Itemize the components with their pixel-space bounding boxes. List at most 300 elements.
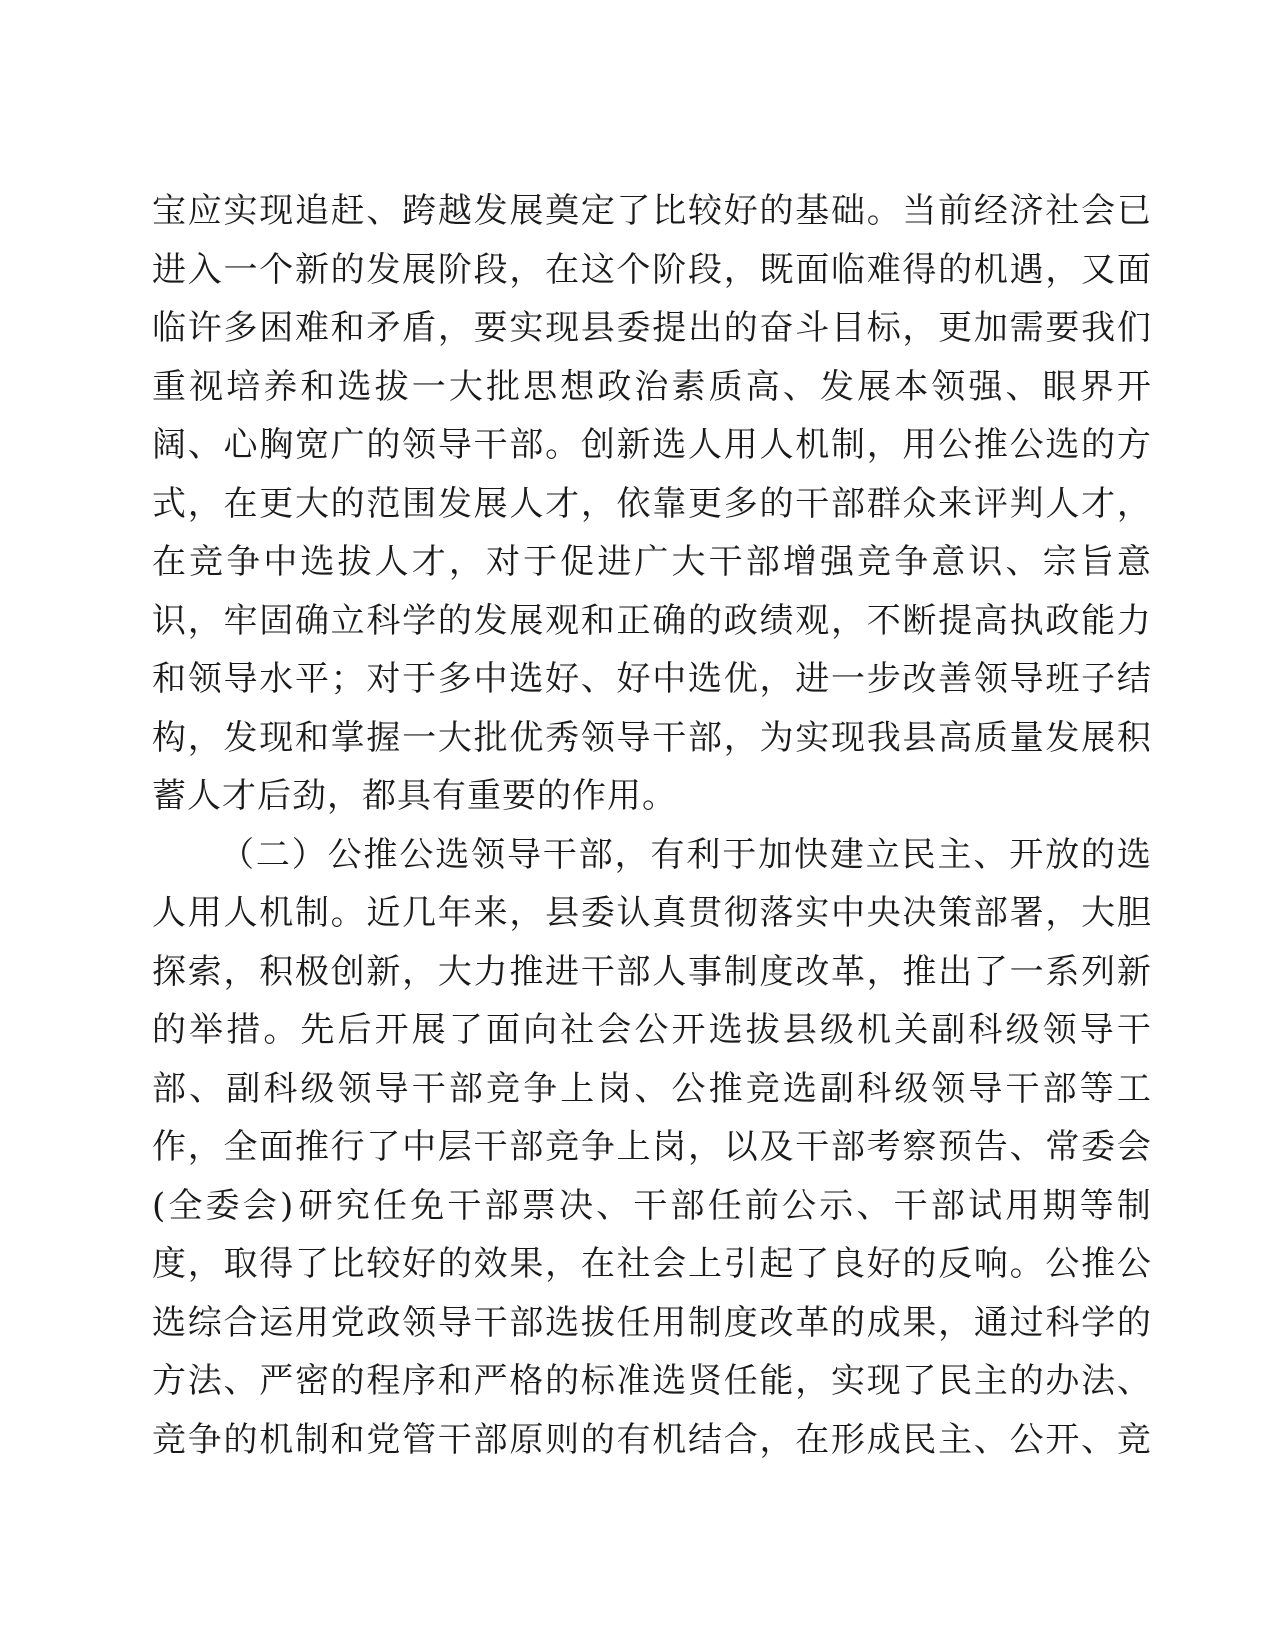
text-char: 经	[973, 191, 1009, 231]
text-char: 快	[794, 834, 829, 875]
text-char: 不	[866, 600, 902, 641]
text-char: 推	[509, 951, 545, 992]
text-char: 了	[294, 1244, 330, 1284]
text-char: 了	[902, 1361, 938, 1401]
text-char: 干	[1005, 1068, 1041, 1109]
text-char: 争	[523, 1068, 559, 1109]
text-char: 质	[708, 366, 744, 407]
text-char: 展	[509, 600, 545, 641]
text-char: 认	[616, 893, 652, 933]
text-char: 干	[473, 425, 509, 465]
text-char: 绩	[759, 600, 795, 641]
text-char: 得	[259, 1244, 295, 1284]
text-char: 实	[509, 308, 545, 348]
text-char: 争	[894, 542, 930, 582]
text-char: 的	[223, 1419, 259, 1460]
text-char: 。	[330, 893, 366, 933]
text-char: 入	[187, 249, 223, 290]
text-char: 好	[866, 1244, 902, 1284]
text-char: 进	[795, 659, 831, 699]
text-char: 临	[152, 308, 187, 348]
text-char: 竞	[745, 1068, 781, 1109]
text-char: 开	[671, 1010, 707, 1050]
text-char: 用	[902, 425, 938, 465]
text-char: 加	[758, 834, 794, 875]
text-char: 领	[187, 659, 223, 699]
text-char: 公	[1009, 425, 1045, 465]
text-char: 定	[580, 191, 616, 231]
text-char: 大	[1081, 893, 1117, 933]
text-line	[152, 650, 1152, 709]
text-char: 积	[259, 951, 295, 992]
text-char: 高	[973, 600, 1009, 641]
text-char: 治	[634, 366, 670, 407]
text-char: 结	[688, 1419, 724, 1460]
text-char: 中	[402, 1127, 438, 1167]
text-char: 重	[152, 366, 187, 407]
text-char: 选	[652, 1361, 688, 1401]
text-char: 贤	[688, 1361, 724, 1401]
text-char: 和	[330, 1419, 366, 1460]
text-char: 、	[1081, 1419, 1117, 1460]
text-line	[152, 533, 1152, 592]
text-char: 平	[294, 659, 330, 699]
text-char: 增	[782, 542, 818, 582]
text-char: 想	[560, 366, 596, 407]
text-char: 落	[759, 893, 795, 933]
text-char: 公	[671, 1068, 707, 1109]
text-char: 步	[866, 659, 902, 699]
text-char: 成	[866, 1302, 902, 1343]
text-char: 于	[722, 834, 758, 875]
text-char: 推	[363, 834, 399, 875]
text-char: 中	[473, 659, 509, 699]
text-char: 得	[902, 249, 938, 290]
text-char: 断	[902, 600, 938, 641]
text-char: 识	[152, 600, 187, 641]
text-char: 程	[366, 1361, 402, 1401]
text-char: 年	[437, 893, 473, 933]
text-char: 前	[938, 191, 974, 231]
text-char: 和	[437, 1361, 473, 1401]
text-char: 部	[152, 1068, 187, 1109]
text-char: 上	[616, 1127, 652, 1167]
text-char: 正	[616, 600, 652, 641]
text-char: 构	[152, 717, 187, 758]
text-char: 果	[509, 1244, 545, 1284]
text-char: 导	[507, 834, 542, 875]
text-char: 、	[782, 366, 818, 407]
text-char: 段	[688, 249, 724, 290]
text-char: 一	[1009, 951, 1045, 992]
text-char: 式	[152, 483, 187, 524]
text-char: 行	[330, 1127, 366, 1167]
text-char: 部	[509, 425, 545, 465]
text-char: 人	[152, 893, 187, 933]
text-char: 新	[1116, 951, 1152, 992]
text-char: 人	[509, 483, 545, 524]
text-char: 斗	[795, 308, 831, 348]
text-char: 的	[938, 249, 974, 290]
text-char: 部	[973, 893, 1009, 933]
text-char: 领	[931, 366, 967, 407]
text-char: 和	[300, 366, 336, 407]
text-char: 批	[473, 717, 509, 758]
text-char: 我	[1081, 308, 1117, 348]
text-char: 度	[723, 1302, 759, 1343]
text-char: ，	[187, 717, 223, 758]
text-char: 竞	[152, 1419, 187, 1460]
text-char: 公	[1009, 1419, 1045, 1460]
text-char: 来	[473, 893, 509, 933]
text-char: 才	[545, 483, 581, 524]
text-char: 奠	[545, 191, 581, 231]
text-char: 干	[580, 951, 616, 992]
text-char: 改	[902, 659, 938, 699]
text-char: 展	[509, 191, 545, 231]
text-char: 机	[795, 425, 831, 465]
text-char: 告	[973, 1127, 1009, 1167]
text-char: 政	[1045, 600, 1081, 641]
text-char: ，	[509, 249, 545, 290]
text-char: 选	[1045, 425, 1081, 465]
text-char: 选	[652, 425, 688, 465]
text-char: 在	[152, 542, 187, 582]
text-char: 奋	[759, 308, 795, 348]
text-char: 部	[578, 834, 614, 875]
text-char: 党	[366, 1419, 402, 1460]
text-line	[152, 358, 1152, 417]
text-char: 索	[187, 951, 223, 992]
text-char: ，	[545, 1244, 581, 1284]
text-char: ，	[614, 834, 650, 875]
text-char: 发	[473, 600, 509, 641]
text-char: ；	[330, 659, 366, 699]
text-char: 部	[670, 1185, 706, 1226]
text-char: 优	[509, 717, 545, 758]
text-char: 提	[938, 600, 974, 641]
text-char: 公	[1045, 1244, 1081, 1284]
text-char: 的	[580, 1419, 616, 1460]
text-char: ，	[723, 249, 759, 290]
text-char: 究	[335, 1185, 371, 1226]
text-char: 面	[259, 1127, 295, 1167]
text-line	[152, 943, 1152, 1002]
text-char: 学	[1081, 1302, 1117, 1343]
text-char: 宗	[1042, 542, 1078, 582]
text-char: 竞	[857, 542, 893, 582]
text-char: 面	[1116, 249, 1152, 290]
text-char: 岗	[652, 1127, 688, 1167]
text-char: 等	[1079, 1068, 1115, 1109]
text-char: 较	[366, 1244, 402, 1284]
text-char: 干	[473, 1302, 509, 1343]
text-line	[152, 299, 1152, 358]
text-char: 了	[366, 1127, 402, 1167]
text-char: 才	[1081, 483, 1117, 524]
text-char: 现	[259, 191, 295, 231]
text-char: 的	[152, 1010, 187, 1050]
text-char: 和	[152, 659, 187, 699]
text-char: 则	[545, 1419, 581, 1460]
text-char: 固	[259, 600, 295, 641]
text-char: 以	[723, 1127, 759, 1167]
text-char: 困	[259, 308, 295, 348]
text-char: 全	[168, 1185, 204, 1226]
text-char: 于	[402, 659, 438, 699]
text-char: 主	[937, 834, 973, 875]
text-char: 委	[580, 893, 616, 933]
text-char: 、	[366, 191, 402, 231]
text-char: 高	[938, 717, 974, 758]
text-char: 这	[580, 249, 616, 290]
text-char: 委	[1081, 1127, 1117, 1167]
text-char: 任	[707, 1185, 743, 1226]
text-char: ，	[723, 717, 759, 758]
text-char: 创	[330, 951, 366, 992]
text-char: 观	[545, 600, 581, 641]
text-char: 部	[509, 1127, 545, 1167]
text-char: 部	[830, 483, 866, 524]
text-char: 度	[152, 1244, 187, 1284]
text-char: 、	[223, 1361, 259, 1401]
text-char: 选	[1116, 834, 1152, 875]
text-char: 发	[1045, 717, 1081, 758]
text-char: 优	[723, 659, 759, 699]
text-char: 胆	[1116, 893, 1152, 933]
text-char: 社	[560, 1010, 596, 1050]
text-char: 为	[759, 717, 795, 758]
text-char: 、	[596, 1185, 632, 1226]
text-char: 近	[366, 893, 402, 933]
text-char: 科	[263, 1068, 299, 1109]
text-char: 探	[152, 951, 187, 992]
text-char: 、	[634, 1068, 670, 1109]
text-char: 制	[723, 951, 759, 992]
text-char: ，	[688, 1127, 724, 1167]
text-char: 班	[1045, 659, 1081, 699]
text-char: 干	[708, 542, 744, 582]
text-char: 级	[1005, 1010, 1041, 1050]
text-char: 常	[1045, 1127, 1081, 1167]
text-char: 度	[759, 951, 795, 992]
text-char: 科	[366, 600, 402, 641]
text-char: 眼	[1042, 366, 1078, 407]
text-char: 民	[938, 1361, 974, 1401]
text-char: 中	[652, 659, 688, 699]
text-char: 干	[447, 1185, 483, 1226]
text-char: 几	[402, 893, 438, 933]
text-char: 。	[1009, 1244, 1045, 1284]
text-char: 导	[1009, 659, 1045, 699]
text-char: 发	[366, 249, 402, 290]
text-line	[152, 182, 1152, 241]
text-char: 委	[616, 308, 652, 348]
text-char: 、	[1009, 1127, 1045, 1167]
text-char: 过	[1009, 1302, 1045, 1343]
text-char: 人	[759, 425, 795, 465]
text-char: 牢	[223, 600, 259, 641]
text-char: 干	[1116, 1010, 1152, 1050]
text-char: 学	[402, 600, 438, 641]
text-char: 的	[330, 483, 366, 524]
text-char: 决	[902, 893, 938, 933]
text-char: 导	[374, 1068, 410, 1109]
text-char: 领	[337, 1068, 373, 1109]
text-char: 的	[902, 1244, 938, 1284]
text-char: 争	[226, 542, 262, 582]
text-char: 选	[337, 366, 373, 407]
text-char: 拔	[745, 1010, 781, 1050]
text-char: 竞	[1116, 1419, 1152, 1460]
text-char: 部	[473, 1419, 509, 1460]
text-line	[152, 1294, 1152, 1353]
text-char: 掌	[330, 717, 366, 758]
text-char: 革	[795, 1302, 831, 1343]
text-char: 进	[597, 542, 633, 582]
text-char: 领	[402, 425, 438, 465]
text-char: 个	[616, 249, 652, 290]
text-char: 提	[652, 308, 688, 348]
text-char: 大	[437, 717, 473, 758]
text-char: 力	[473, 951, 509, 992]
text-char: 民	[902, 1419, 938, 1460]
text-char: 公	[1116, 1244, 1152, 1284]
text-char: 好	[723, 191, 759, 231]
text-char: 导	[968, 1068, 1004, 1109]
text-char: 识	[968, 542, 1004, 582]
text-char: 才	[411, 542, 447, 582]
text-char: 干	[893, 1185, 929, 1226]
text-char: 有	[650, 834, 686, 875]
text-char: 执	[1009, 600, 1045, 641]
text-char: 好	[402, 1244, 438, 1284]
text-char: 法	[187, 1361, 223, 1401]
text-char: 大	[448, 366, 484, 407]
text-char: 和	[580, 600, 616, 641]
text-char: 展	[1081, 717, 1117, 758]
text-char: 部	[448, 1068, 484, 1109]
text-char: 对	[485, 542, 521, 582]
text-char: 握	[366, 717, 402, 758]
text-char: 实	[795, 717, 831, 758]
text-char: ，	[187, 1127, 223, 1167]
text-char: 办	[1045, 1361, 1081, 1401]
text-char: 合	[223, 1302, 259, 1343]
text-char: 进	[152, 249, 187, 290]
text-char: 拔	[337, 542, 373, 582]
text-char: 难	[866, 249, 902, 290]
text-char: 会	[242, 1185, 278, 1226]
text-char: 部	[930, 1185, 966, 1226]
text-char: 部	[688, 717, 724, 758]
text-char: 竞	[189, 542, 225, 582]
text-char: 比	[652, 191, 688, 231]
text-char: 副	[819, 1068, 855, 1109]
text-char: 、	[973, 834, 1009, 875]
text-char: 部	[616, 951, 652, 992]
text-char: 界	[1079, 366, 1115, 407]
text-char: 县	[782, 1010, 818, 1050]
text-char: 旨	[1079, 542, 1115, 582]
text-line	[152, 1352, 1152, 1411]
text-char: 事	[688, 951, 724, 992]
text-char: 视	[189, 366, 225, 407]
text-char: 多	[437, 659, 473, 699]
text-char: 反	[938, 1244, 974, 1284]
text-char: 意	[1116, 542, 1152, 582]
text-char: 大	[671, 542, 707, 582]
text-char: 标	[580, 1361, 616, 1401]
text-line	[152, 241, 1152, 300]
text-char: 决	[558, 1185, 594, 1226]
text-char: 跨	[402, 191, 438, 231]
text-char: 们	[1116, 308, 1152, 348]
text-char: 会	[1081, 191, 1117, 231]
text-char: 干	[633, 1185, 669, 1226]
text-char: 了	[616, 191, 652, 231]
text-char: 央	[866, 893, 902, 933]
text-char: 积	[1116, 717, 1152, 758]
text-char: 批	[485, 366, 521, 407]
text-char: 发	[223, 717, 259, 758]
text-char: 机	[259, 893, 295, 933]
text-char: 及	[759, 1127, 795, 1167]
text-char: 上	[688, 1244, 724, 1284]
text-char: 真	[652, 893, 688, 933]
text-char: 的	[759, 191, 795, 231]
text-char: 干	[411, 1068, 447, 1109]
text-char: 会	[597, 1010, 633, 1050]
text-char: 实	[223, 191, 259, 231]
text-char: 基	[795, 191, 831, 231]
text-char: 选	[782, 1068, 818, 1109]
text-char: 干	[473, 1127, 509, 1167]
section-heading-line	[152, 826, 1152, 885]
text-char: 应	[187, 191, 223, 231]
text-char: 心	[223, 425, 259, 465]
text-char: 大	[294, 483, 330, 524]
text-char: 用	[723, 425, 759, 465]
text-char: 领	[471, 834, 507, 875]
text-char: 响	[973, 1244, 1009, 1284]
text-char: 展	[402, 249, 438, 290]
text-char: ，	[866, 425, 902, 465]
text-char: 的	[545, 1361, 581, 1401]
text-char: 和	[294, 717, 330, 758]
text-char: 需	[1009, 308, 1045, 348]
text-char: 制	[294, 1419, 330, 1460]
text-char: 干	[437, 1419, 473, 1460]
text-line	[152, 475, 1152, 534]
text-char: 二	[255, 834, 291, 875]
text-char: 一	[223, 249, 259, 290]
text-char: 先	[300, 1010, 336, 1050]
text-char: 立	[330, 600, 366, 641]
text-char: 党	[330, 1302, 366, 1343]
text-char: 成	[866, 1419, 902, 1460]
text-char: 确	[294, 600, 330, 641]
text-char: 靠	[652, 483, 688, 524]
text-char: 的	[366, 425, 402, 465]
text-char: 、	[189, 1068, 225, 1109]
text-char: 宝	[152, 191, 187, 231]
text-char: 又	[1081, 249, 1117, 290]
text-char: 有	[616, 1419, 652, 1460]
text-char: 强	[819, 542, 855, 582]
text-char: 人	[223, 893, 259, 933]
text-char: 极	[294, 951, 330, 992]
